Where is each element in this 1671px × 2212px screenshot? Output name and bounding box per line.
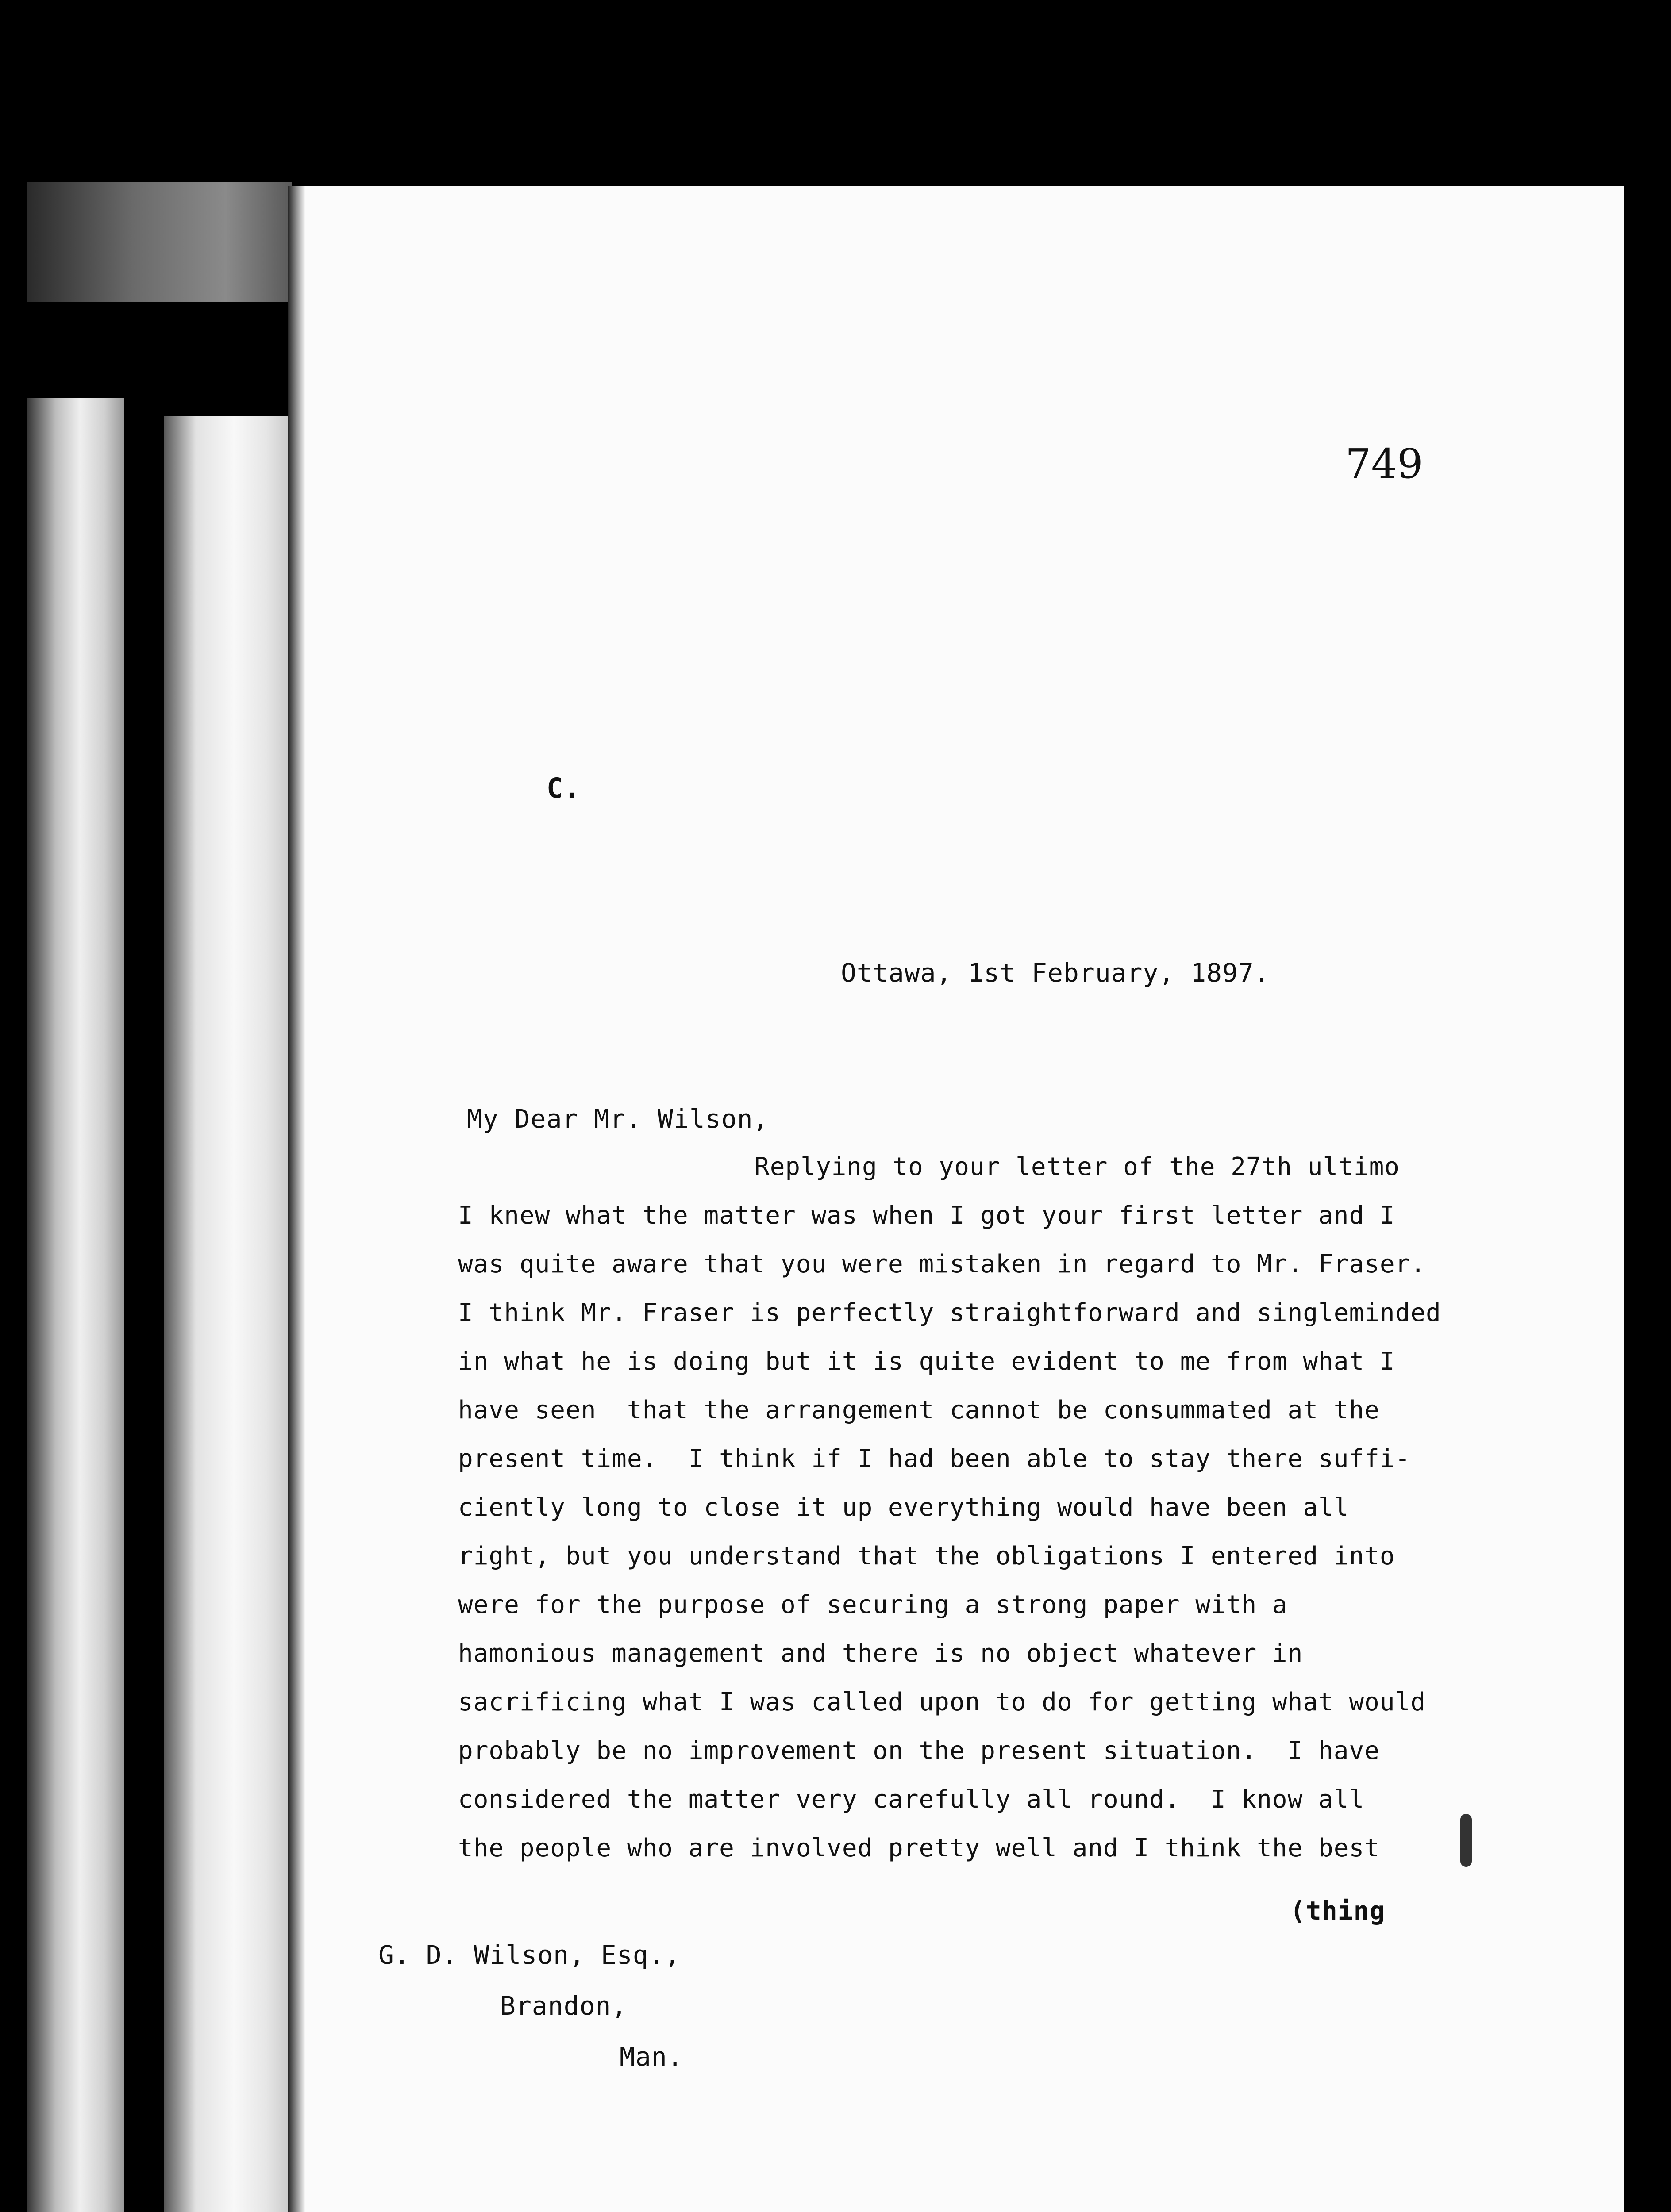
file-mark: C. xyxy=(547,772,581,804)
body-line: have seen that the arrangement cannot be consummated at the xyxy=(458,1396,1380,1425)
body-line: were for the purpose of securing a strong paper with a xyxy=(458,1590,1288,1619)
page-number: 749 xyxy=(1345,440,1423,488)
body-line: Replying to your letter of the 27th ultimo xyxy=(755,1152,1400,1181)
address-province: Man. xyxy=(620,2042,683,2072)
body-line: the people who are involved pretty well and I think the best xyxy=(458,1834,1380,1863)
page-gutter-shadow xyxy=(288,186,305,2212)
salutation: My Dear Mr. Wilson, xyxy=(467,1104,769,1134)
body-line: I knew what the matter was when I got your first letter and I xyxy=(458,1201,1395,1230)
address-town: Brandon, xyxy=(500,1991,628,2021)
page-edge-blot xyxy=(1460,1814,1472,1867)
dateline: Ottawa, 1st February, 1897. xyxy=(841,958,1270,988)
body-line: considered the matter very carefully all round. I know all xyxy=(458,1785,1365,1814)
body-line: sacrificing what I was called upon to do for getting what would xyxy=(458,1688,1426,1717)
body-line: in what he is doing but it is quite evident to me from what I xyxy=(458,1347,1395,1376)
body-line: ciently long to close it up everything would have been all xyxy=(458,1493,1349,1522)
catchword: (thing xyxy=(1290,1896,1386,1926)
body-line: right, but you understand that the obligations I entered into xyxy=(458,1542,1395,1571)
body-line: probably be no improvement on the present situation. I have xyxy=(458,1736,1380,1765)
film-edge-outer xyxy=(27,398,124,2212)
letter-page xyxy=(288,186,1624,2212)
body-line: was quite aware that you were mistaken in regard to Mr. Fraser. xyxy=(458,1250,1426,1279)
film-edge-top xyxy=(27,182,292,302)
body-line: I think Mr. Fraser is perfectly straightforward and singleminded xyxy=(458,1298,1441,1327)
body-line: hamonious management and there is no object whatever in xyxy=(458,1639,1303,1668)
body-line: present time. I think if I had been able to stay there suffi- xyxy=(458,1444,1411,1473)
film-edge-inner xyxy=(164,416,292,2212)
address-name: G. D. Wilson, Esq., xyxy=(378,1940,681,1970)
